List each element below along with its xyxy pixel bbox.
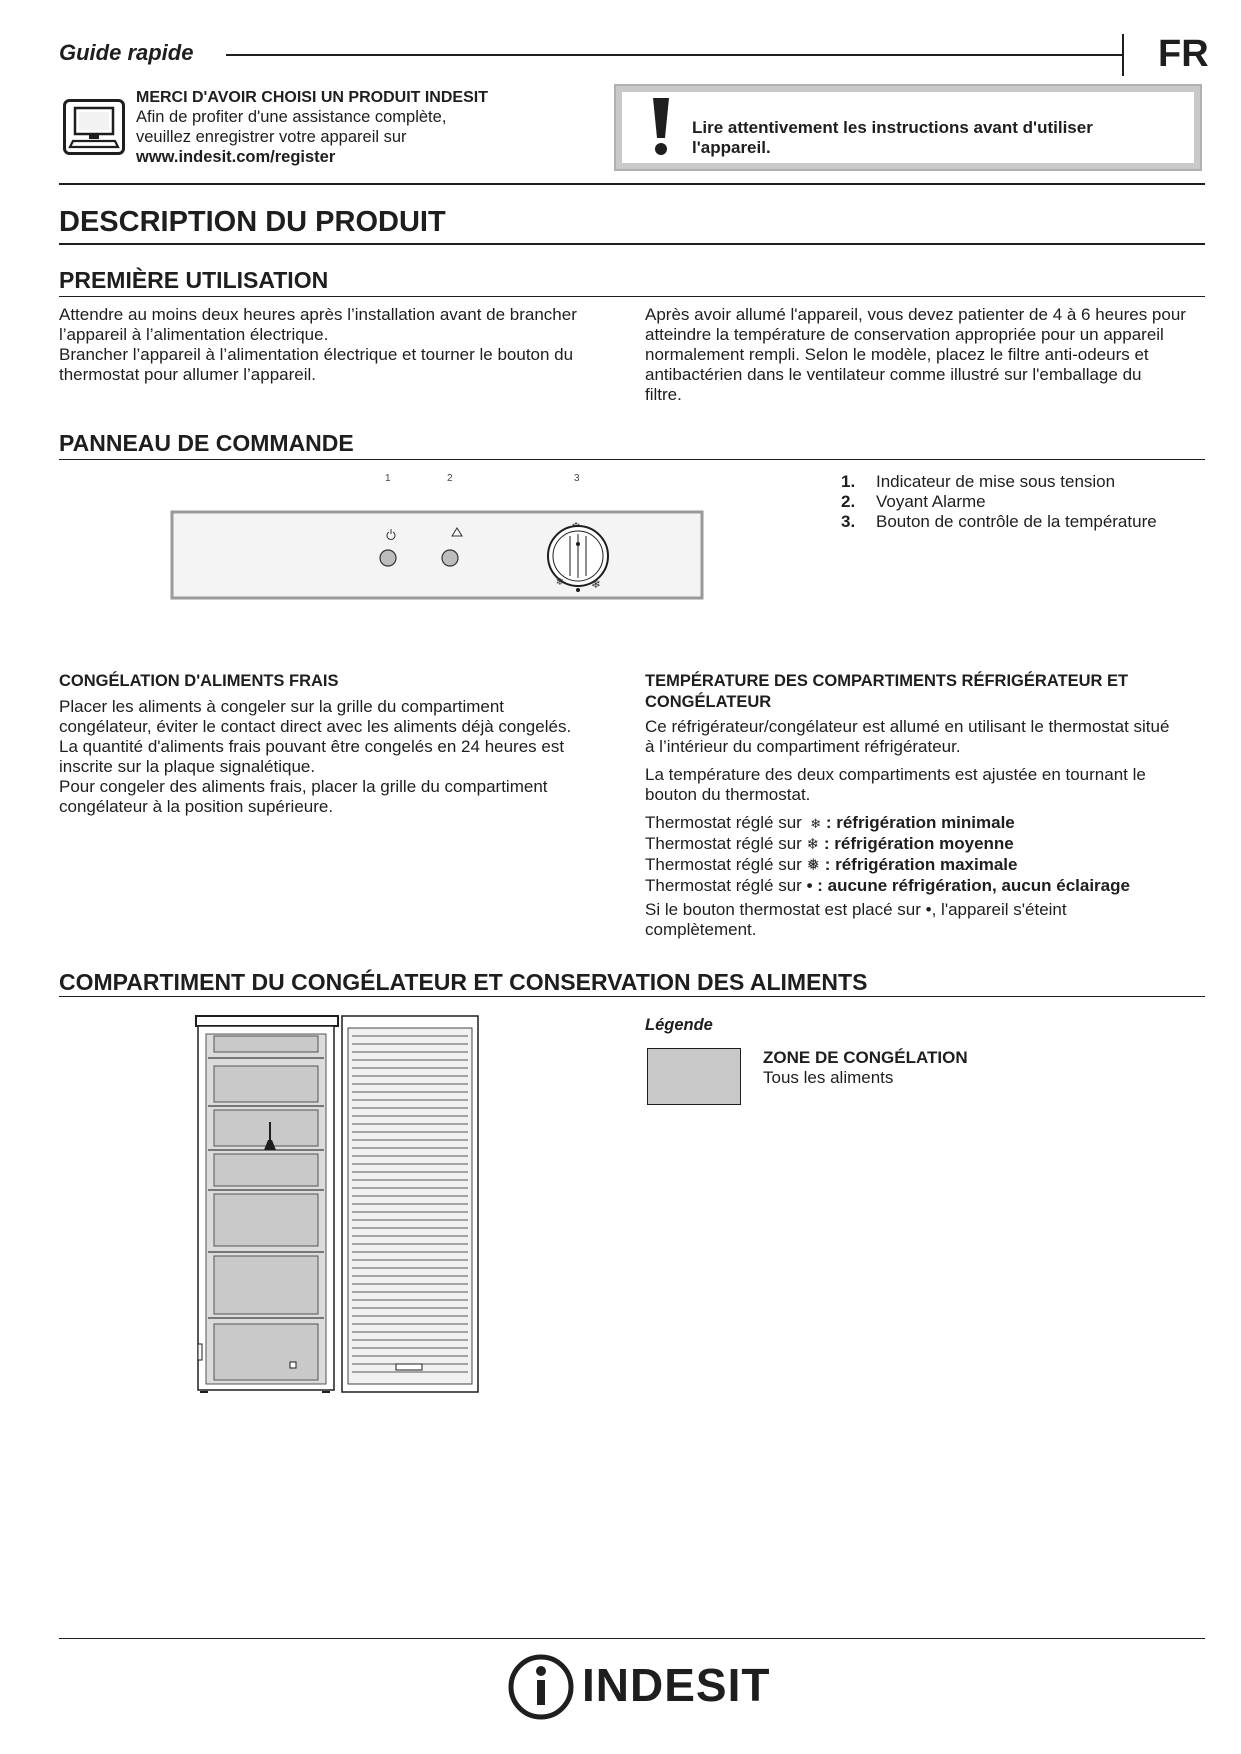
header-rule xyxy=(226,54,1122,56)
control-panel-legend xyxy=(841,472,1157,532)
temperature-paragraph-1: Ce réfrigérateur/congélateur est allumé en utilisant le thermostat situé à l’intérieur du compartiment réfrigérateur. xyxy=(645,717,1170,756)
footer-rule xyxy=(59,1638,1205,1639)
guide-title: Guide rapide xyxy=(59,40,194,65)
language-code: FR xyxy=(1158,33,1209,75)
legend-swatch-freezing-zone xyxy=(647,1048,741,1105)
freezing-text: Placer les aliments à congeler sur la grille du compartiment congélateur, éviter le contact direct avec les aliments déjà congelés. La quantité d'aliments frais pouvant être congelés en 24 heures est inscrite sur la plaque signalétique. Pour congeler des aliments frais, placer la grille du compartiment congélateur à la position supérieure. xyxy=(59,697,572,816)
first-use-rule xyxy=(59,296,1205,297)
list-item: 3. Bouton de contrôle de la température xyxy=(841,512,1157,531)
svg-text:❄: ❄ xyxy=(555,577,565,588)
zone-description: Tous les aliments xyxy=(763,1068,894,1087)
legend-title: Légende xyxy=(645,1016,713,1034)
warning-text: Lire attentivement les instructions avant d'utiliser l'appareil. xyxy=(692,118,1093,157)
list-item: 2. Voyant Alarme xyxy=(841,492,986,511)
register-line-1: Afin de profiter d'une assistance complète, xyxy=(136,108,447,126)
header-divider xyxy=(1122,34,1124,76)
panel-number-3: 3 xyxy=(574,473,580,484)
control-panel-rule xyxy=(59,459,1205,460)
control-panel-illustration xyxy=(170,510,706,607)
exclamation-icon xyxy=(650,96,672,163)
snowflake-max-icon: ❅ xyxy=(806,857,820,874)
monitor-icon xyxy=(63,99,125,160)
compartment-rule xyxy=(59,996,1205,997)
thermostat-settings xyxy=(645,813,1130,896)
list-item: Thermostat réglé sur ❄ : réfrigération minimale xyxy=(645,813,1015,832)
first-use-title: PREMIÈRE UTILISATION xyxy=(59,267,329,293)
panel-number-1: 1 xyxy=(385,473,391,484)
list-item: Thermostat réglé sur • : aucune réfrigération, aucun éclairage xyxy=(645,876,1130,895)
svg-text:❄: ❄ xyxy=(590,577,602,591)
register-line-2: veuillez enregistrer votre appareil sur xyxy=(136,128,407,146)
first-use-right-text: Après avoir allumé l'appareil, vous devez patienter de 4 à 6 heures pour atteindre la température de conservation appropriée pour un appareil normalement rempli. Selon le modèle, placez le filtre anti-odeurs et antibactérien dans le ventilateur comme illustré sur l'emballage du filtre. xyxy=(645,305,1186,404)
panel-number-2: 2 xyxy=(447,473,453,484)
register-heading: MERCI D'AVOIR CHOISI UN PRODUIT INDESIT xyxy=(136,89,488,106)
first-use-left-text: Attendre au moins deux heures après l’installation avant de brancher l’appareil à l’alimentation électrique. Brancher l’appareil à l’alimentation électrique et tourner le bouton du thermostat pour allumer l’appareil. xyxy=(59,305,577,384)
zone-title: ZONE DE CONGÉLATION xyxy=(763,1048,968,1067)
dot-off-icon: • : aucune réfrigération, aucun éclairage xyxy=(806,876,1130,895)
compartment-title: COMPARTIMENT DU CONGÉLATEUR ET CONSERVATION DES ALIMENTS xyxy=(59,969,868,995)
snowflake-min-icon: ❄ xyxy=(806,816,822,831)
freezing-title: CONGÉLATION D'ALIMENTS FRAIS xyxy=(59,672,339,690)
register-url[interactable]: www.indesit.com/register xyxy=(136,148,336,166)
list-item: 1. Indicateur de mise sous tension xyxy=(841,472,1116,491)
freezer-illustration xyxy=(194,1014,484,1401)
control-panel-title: PANNEAU DE COMMANDE xyxy=(59,430,354,456)
top-section-rule xyxy=(59,183,1205,185)
brand-name: INDESIT xyxy=(582,1659,771,1711)
temperature-title: TEMPÉRATURE DES COMPARTIMENTS RÉFRIGÉRATEUR ET CONGÉLATEUR xyxy=(645,672,1129,711)
list-item: Thermostat réglé sur ❅ : réfrigération maximale xyxy=(645,855,1018,874)
warning-box xyxy=(614,84,1202,171)
temperature-paragraph-2: La température des deux compartiments est ajustée en tournant le bouton du thermostat. xyxy=(645,765,1146,804)
title-rule xyxy=(59,243,1205,245)
snowflake-mid-icon: ❄ xyxy=(806,836,820,853)
page-title: DESCRIPTION DU PRODUIT xyxy=(59,206,446,238)
temperature-paragraph-3: Si le bouton thermostat est placé sur •, l'appareil s'éteint complètement. xyxy=(645,900,1067,939)
list-item: Thermostat réglé sur ❄ : réfrigération moyenne xyxy=(645,834,1014,853)
